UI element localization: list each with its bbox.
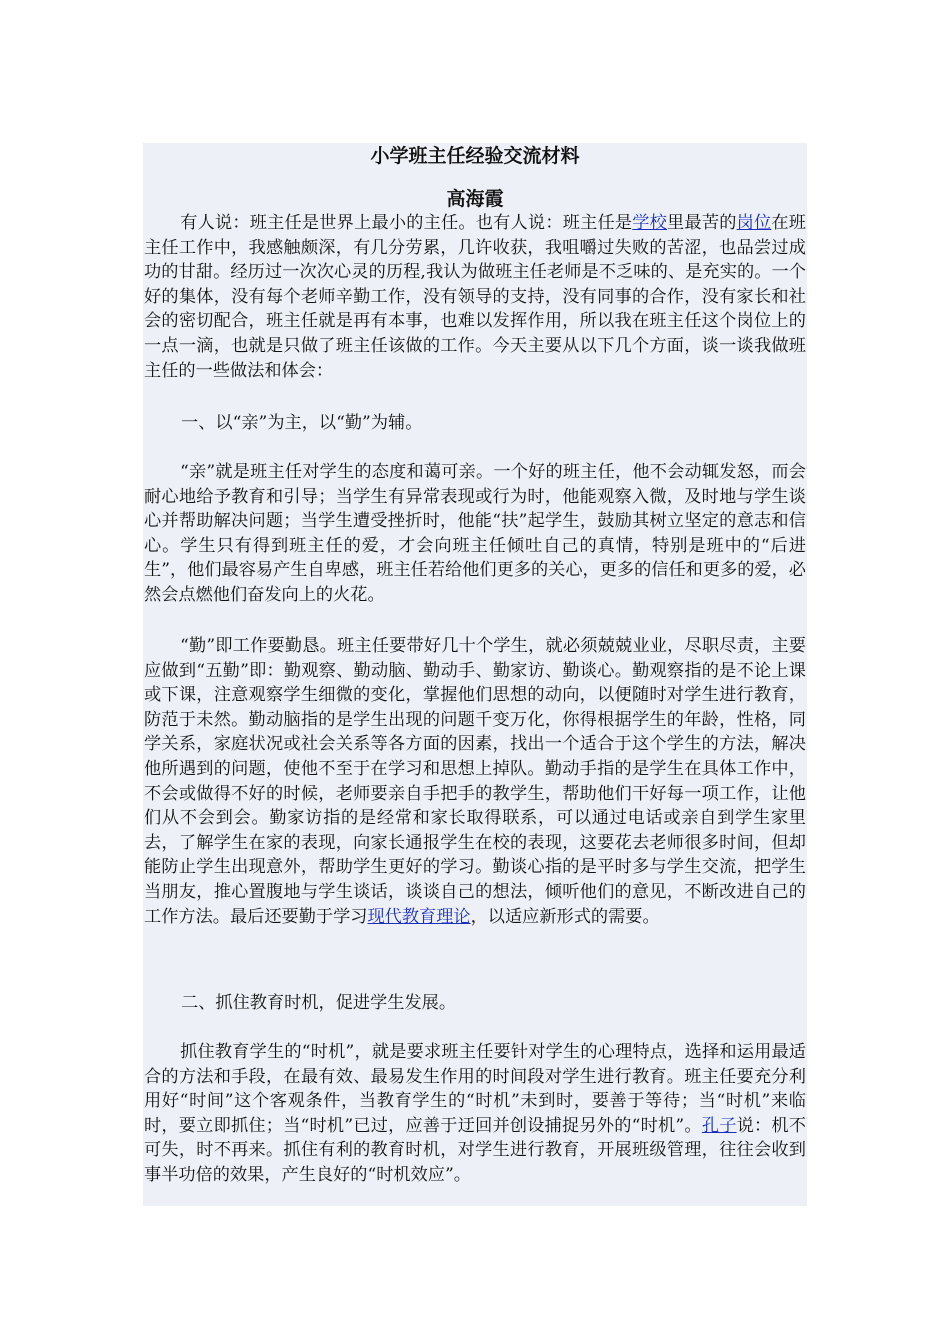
intro-paragraph bbox=[144, 211, 806, 383]
section-heading-2: 二、抓住教育时机，促进学生发展。 bbox=[181, 993, 457, 1013]
document-title: 小学班主任经验交流材料 bbox=[370, 145, 580, 167]
paragraph-timing bbox=[144, 1040, 806, 1188]
intro-text-mid: 里最苦的 bbox=[667, 213, 737, 233]
section-heading-1: 一、以“亲”为主，以“勤”为辅。 bbox=[181, 413, 423, 433]
link-modern-education-theory[interactable]: 现代教育理论 bbox=[367, 906, 471, 927]
paragraph-qin-diligence-end: ，以适应新形式的需要。 bbox=[470, 906, 660, 927]
link-school[interactable]: 学校 bbox=[632, 213, 668, 233]
link-confucius[interactable]: 孔子 bbox=[701, 1115, 737, 1136]
author-name: 高海霞 bbox=[446, 188, 504, 210]
intro-text-start: 有人说：班主任是世界上最小的主任。也有人说：班主任是 bbox=[180, 213, 633, 233]
paragraph-qin-text: “亲”就是班主任对学生的态度和蔼可亲。一个好的班主任，他不会动辄发怒，而会耐心地给予教育和引导；当学生有异常表现或行为时，他能观察入微，及时地与学生谈心并帮助解决问题；当学生遭受挫折时，他能“扶”起学生，鼓励其树立坚定的意志和信心。学生只有得到班主任的爱，才会向班主任倾吐自己的真情，特别是班中的“后进生”，他们最容易产生自卑感，班主任若给他们更多的关心，更多的信任和更多的爱，必然会点燃他们奋发向上的火花。 bbox=[144, 462, 806, 605]
paragraph-timing-end: 说：机不可失，时不再来。抓住有利的教育时机，对学生进行教育，开展班级管理，往往会收到事半功倍的效果，产生良好的“时机效应”。 bbox=[144, 1115, 806, 1185]
document-page bbox=[143, 143, 807, 1206]
paragraph-timing-text: 抓住教育学生的“时机”，就是要求班主任要针对学生的心理特点，选择和运用最适合的方法和手段，在最有效、最易发生作用的时间段对学生进行教育。班主任要充分利用好“时间”这个客观条件，当教育学生的“时机”未到时，要善于等待；当“时机”来临时，要立即抓住；当“时机”已过，应善于迂回并创设捕捉另外的“时机”。 bbox=[144, 1042, 806, 1136]
paragraph-qin bbox=[144, 460, 806, 608]
link-post[interactable]: 岗位 bbox=[736, 213, 772, 233]
paragraph-qin-diligence-text: “勤”即工作要勤恳。班主任要带好几十个学生，就必须兢兢业业，尽职尽责，主要应做到“五勤”即：勤观察、勤动脑、勤动手、勤家访、勤谈心。勤观察指的是不论上课或下课，注意观察学生细微的变化，掌握他们思想的动向，以便随时对学生进行教育，防范于未然。勤动脑指的是学生出现的问题千变万化，你得根据学生的年龄，性格，同学关系，家庭状况或社会关系等各方面的因素，找出一个适合于这个学生的方法，解决他所遇到的问题，使他不至于在学习和思想上掉队。勤动手指的是学生在具体工作中，不会或做得不好的时候，老师要亲自手把手的教学生，帮助他们干好每一项工作，让他们从不会到会。勤家访指的是经常和家长取得联系，可以通过电话或亲自到学生家里去，了解学生在家的表现，向家长通报学生在校的表现，这要花去老师很多时间，但却能防止学生出现意外，帮助学生更好的学习。勤谈心指的是平时多与学生交流，把学生当朋友，推心置腹地与学生谈话，谈谈自己的想法，倾听他们的意见，不断改进自己的工作方法。最后还要勤于学习 bbox=[144, 636, 806, 927]
paragraph-qin-diligence bbox=[144, 634, 806, 929]
intro-text-rest: 在班主任工作中，我感触颇深，有几分劳累，几许收获，我咀嚼过失败的苦涩，也品尝过成功的甘甜。经历过一次次心灵的历程,我认为做班主任老师是不乏味的、是充实的。一个好的集体，没有每个老师辛勤工作，没有领导的支持，没有同事的合作，没有家长和社会的密切配合，班主任就是再有本事，也难以发挥作用，所以我在班主任这个岗位上的一点一滴，也就是只做了班主任该做的工作。今天主要从以下几个方面，谈一谈我做班主任的一些做法和体会： bbox=[144, 213, 806, 381]
